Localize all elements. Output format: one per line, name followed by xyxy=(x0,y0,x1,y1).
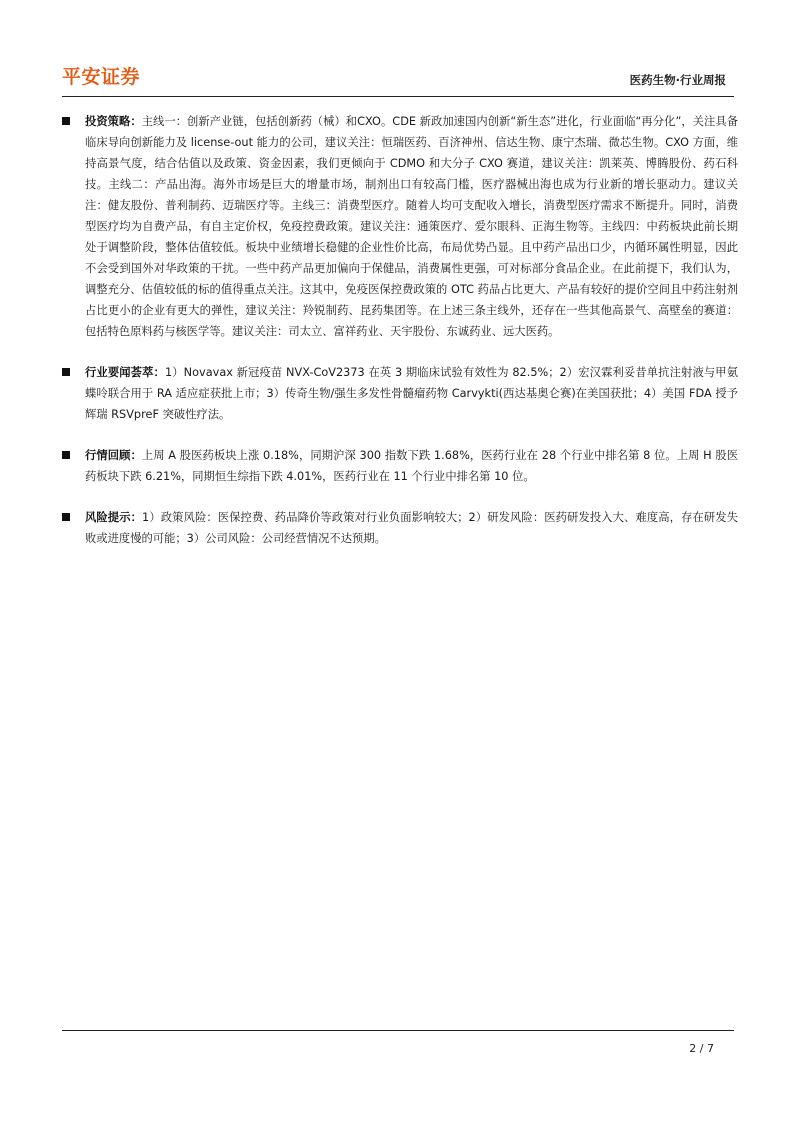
section-text: 1）Novavax 新冠疫苗 NVX-CoV2373 在英 3 期临床试验有效性为 82.5%；2）宏汉霖利妥昔单抗注射液与甲氨蝶呤联合用于 RA 适应症获批上市；3）传奇生物/强生多发性骨髓瘤药物 Carvykti(西达基奥仑赛)在美国获批；4）美国 FDA 授予辉瑞 RSVpreF 突破性疗法。 xyxy=(85,366,738,421)
section-text: 上周 A 股医药板块上涨 0.18%，同期沪深 300 指数下跌 1.68%，医药行业在 28 个行业中排名第 8 位。上周 H 股医药板块下跌 6.21%，同期恒生综指下跌 4.01%，医药行业在 11 个行业中排名第 10 位。 xyxy=(85,449,738,483)
report-type: 医药生物·行业周报 xyxy=(629,73,726,87)
square-bullet-icon xyxy=(62,513,70,521)
section-text: 1）政策风险：医保控费、药品降价等政策对行业负面影响较大；2）研发风险：医药研发投入大、难度高，存在研发失败或进度慢的可能；3）公司风险：公司经营情况不达预期。 xyxy=(85,511,738,545)
page-number: 2 / 7 xyxy=(689,1042,714,1055)
section-text: 主线一：创新产业链，包括创新药（械）和CXO。CDE 新政加速国内创新“新生态”进化，行业面临“再分化”，关注具备临床导向创新能力及 license-out 能力的公司，建议关注：恒瑞医药、百济神州、信达生物、康宁杰瑞、微芯生物。CXO 方面，维持高景气度，结合估值以及政策、资金因素，我们更倾向于 CDMO 和大分子 CXO 赛道，建议关注：凯莱英、博腾股份、药石科技。主线二：产品出海。海外市场是巨大的增量市场，制剂出口有较高门槛，医疗器械出海也成为行业新的增长驱动力。建议关注：健友股份、普利制药、迈瑞医疗等。主线三：消费型医疗。随着人均可支配收入增长，消费型医疗需求不断提升。同时，消费型医疗均为自费产品，有自主定价权，免疫控费政策。建议关注：通策医疗、爱尔眼科、正海生物等。主线四：中药板块此前长期处于调整阶段，整体估值较低。板块中业绩增长稳健的企业性价比高，布局优势凸显。且中药产品出口少，内循环属性明显，因此不会受到国外对华政策的干扰。一些中药产品更加偏向于保健品，消费属性更强，可对标部分食品企业。在此前提下，我们认为，调整充分、估值较低的标的值得重点关注。这其中，免疫医保控费政策的 OTC 药品占比更大、产品有较好的提价空间且中药注射剂占比更小的企业有更大的弹性，建议关注：羚锐制药、昆药集团等。在上述三条主线外，还存在一些其他高景气、高壁垒的赛道：包括特色原料药与核医学等。建议关注：司太立、富祥药业、天宇股份、东诚药业、远大医药。 xyxy=(85,115,738,338)
square-bullet-icon xyxy=(62,117,70,125)
section-industry-news xyxy=(62,362,738,425)
section-paragraph xyxy=(85,507,738,549)
section-investment-strategy xyxy=(62,111,738,342)
section-paragraph xyxy=(85,111,738,342)
square-bullet-icon xyxy=(62,368,70,376)
section-paragraph xyxy=(85,362,738,425)
section-label: 行情回顾： xyxy=(85,449,142,462)
report-body xyxy=(62,111,738,563)
header-divider xyxy=(62,96,734,97)
footer-divider xyxy=(62,1030,734,1031)
section-label: 投资策略： xyxy=(85,115,142,128)
section-label: 风险提示： xyxy=(85,511,143,524)
section-market-review xyxy=(62,445,738,487)
section-risk-warning xyxy=(62,507,738,549)
company-logo: 平安证券 xyxy=(62,66,141,88)
section-label: 行业要闻荟萃： xyxy=(85,366,165,379)
square-bullet-icon xyxy=(62,451,70,459)
section-paragraph xyxy=(85,445,738,487)
